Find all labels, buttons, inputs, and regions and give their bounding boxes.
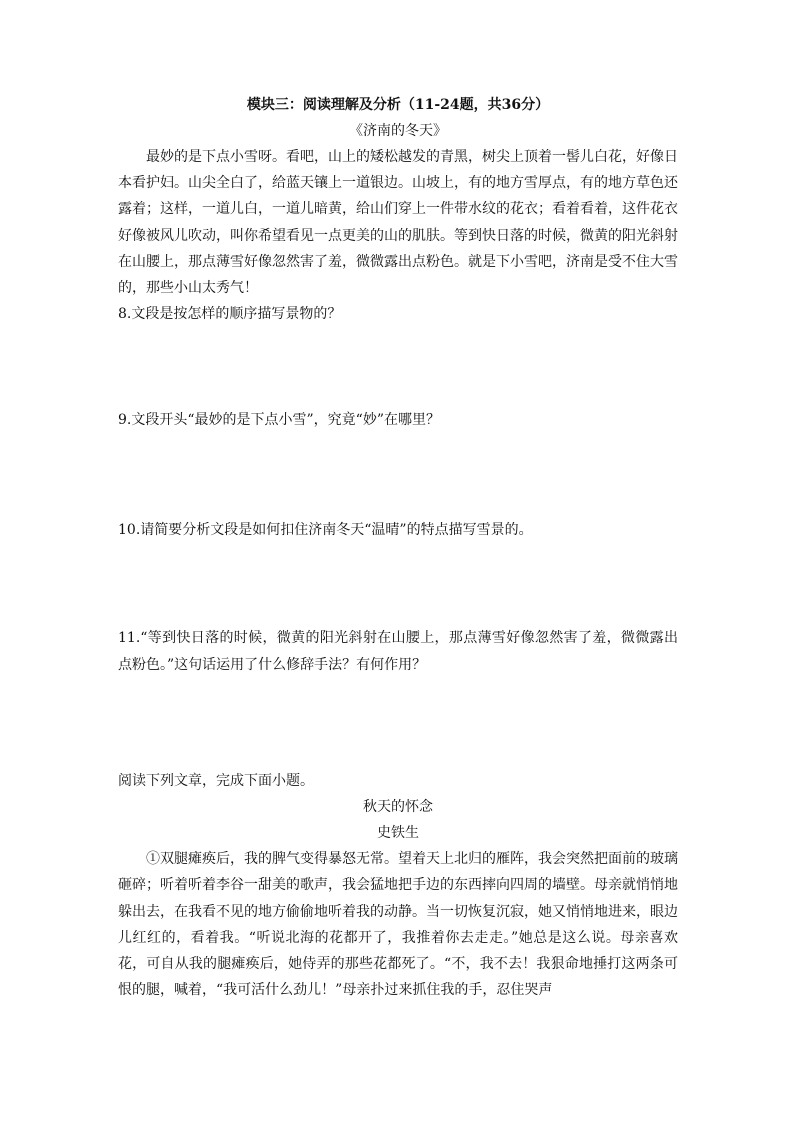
question-10: 10.请简要分析文段是如何扣住济南冬天“温晴”的特点描写雪景的。 (118, 522, 533, 539)
document-content (118, 92, 678, 1003)
question-9: 9.文段开头“最妙的是下点小雪”，究竟“妙”在哪里？ (118, 412, 440, 429)
passage1-paragraph: 最妙的是下点小雪呀。看吧，山上的矮松越发的青黑，树尖上顶着一髻儿白花，好像日本看护妇。山尖全白了，给蓝天镶上一道银边。山坡上，有的地方雪厚点，有的地方草色还露着；这样，一道儿白，一道儿暗黄，给山们穿上一件带水纹的花衣；看着看着，这件花衣好像被风儿吹动，叫你希望看见一点更美的山的肌肤。等到快日落的时候，微黄的阳光斜射在山腰上，那点薄雪好像忽然害了羞，微微露出点粉色。就是下小雪吧，济南是受不住大雪的，那些小山太秀气！ (118, 149, 678, 297)
question-11: 11.“等到快日落的时候，微黄的阳光斜射在山腰上，那点薄雪好像忽然害了羞，微微露出点粉色。”这句话运用了什么修辞手法？有何作用？ (118, 630, 678, 673)
answer-space-10 (118, 543, 678, 625)
question-8: 8.文段是按怎样的顺序描写景物的？ (118, 306, 342, 323)
answer-space-9 (118, 433, 678, 517)
passage2-title: 秋天的怀念 (363, 799, 433, 816)
passage2-paragraph: ①双腿瘫痪后，我的脾气变得暴怒无常。望着天上北归的雁阵，我会突然把面前的玻璃砸碎；听着听着李谷一甜美的歌声，我会猛地把手边的东西摔向四周的墙壁。母亲就悄悄地躲出去，在我看不见的地方偷偷地听着我的动静。当一切恢复沉寂，她又悄悄地进来，眼边儿红红的，看着我。“听说北海的花都开了，我推着你去走走。”她总是这么说。母亲喜欢花，可自从我的腿瘫痪后，她侍弄的那些花都死了。“不，我不去！我狠命地捶打这两条可恨的腿，喊着，“我可活什么劲儿！”母亲扑过来抓住我的手，忍住哭声 (118, 851, 678, 999)
module-title: 模块三：阅读理解及分析（11-24题，共36分） (246, 97, 550, 113)
answer-space-11 (118, 678, 678, 768)
reading-instruction: 阅读下列文章，完成下面小题。 (118, 773, 314, 790)
passage1-title: 《济南的冬天》 (349, 123, 447, 139)
answer-space-8 (118, 327, 678, 407)
passage2-author: 史铁生 (377, 825, 419, 842)
